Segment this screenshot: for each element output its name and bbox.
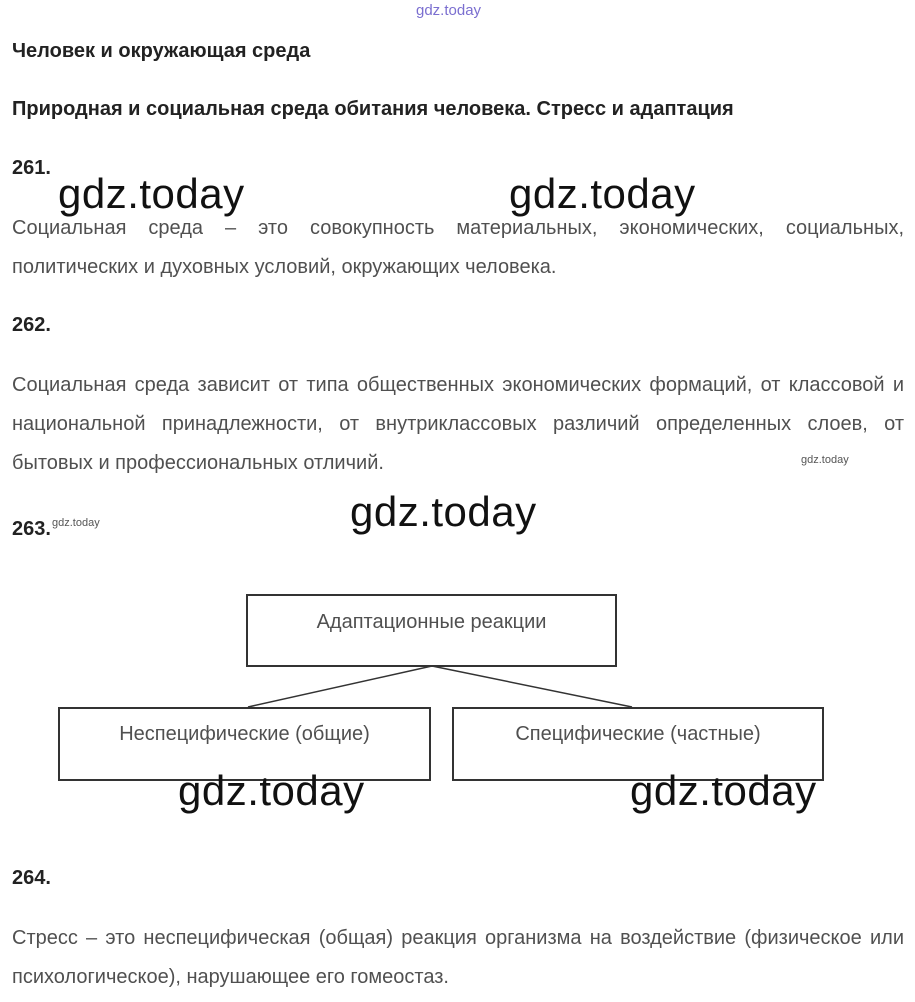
task-number-262: 262.	[12, 314, 51, 336]
watermark-big: gdz.today	[350, 488, 537, 535]
watermark-top: gdz.today	[416, 2, 482, 19]
watermark-big: gdz.today	[58, 170, 245, 217]
watermark-big: gdz.today	[178, 767, 365, 814]
watermark-small: gdz.today	[801, 454, 849, 466]
task-number-261: 261.	[12, 157, 51, 179]
diagram-root-label: Адаптационные реакции	[316, 611, 547, 633]
task-answer-264: Стресс – это неспецифическая (общая) реакция организма на воздействие (физическое или психологическое), нарушающее его гомеостаз.	[12, 927, 904, 988]
diagram-root-box	[246, 594, 617, 667]
diagram-left-label: Неспецифические (общие)	[119, 723, 370, 745]
section-heading: Человек и окружающая среда	[12, 40, 311, 62]
watermark-big: gdz.today	[630, 767, 817, 814]
connector-left	[248, 666, 432, 707]
task-answer-262: Социальная среда зависит от типа общественных экономических формаций, от классовой и национальной принадлежности, от внутриклассовых различий определенных слоев, от бытовых и профессиональных отличий.	[12, 374, 904, 474]
watermark-small: gdz.today	[52, 517, 100, 529]
watermark-big: gdz.today	[509, 170, 696, 217]
task-number-264: 264.	[12, 867, 51, 889]
topic-heading: Природная и социальная среда обитания человека. Стресс и адаптация	[12, 98, 734, 120]
task-number-263: 263.	[12, 518, 51, 540]
connector-right	[432, 666, 632, 707]
task-answer-261: Социальная среда – это совокупность материальных, экономических, социальных, политических и духовных условий, окружающих человека.	[12, 217, 904, 278]
diagram-right-label: Специфические (частные)	[515, 723, 761, 745]
